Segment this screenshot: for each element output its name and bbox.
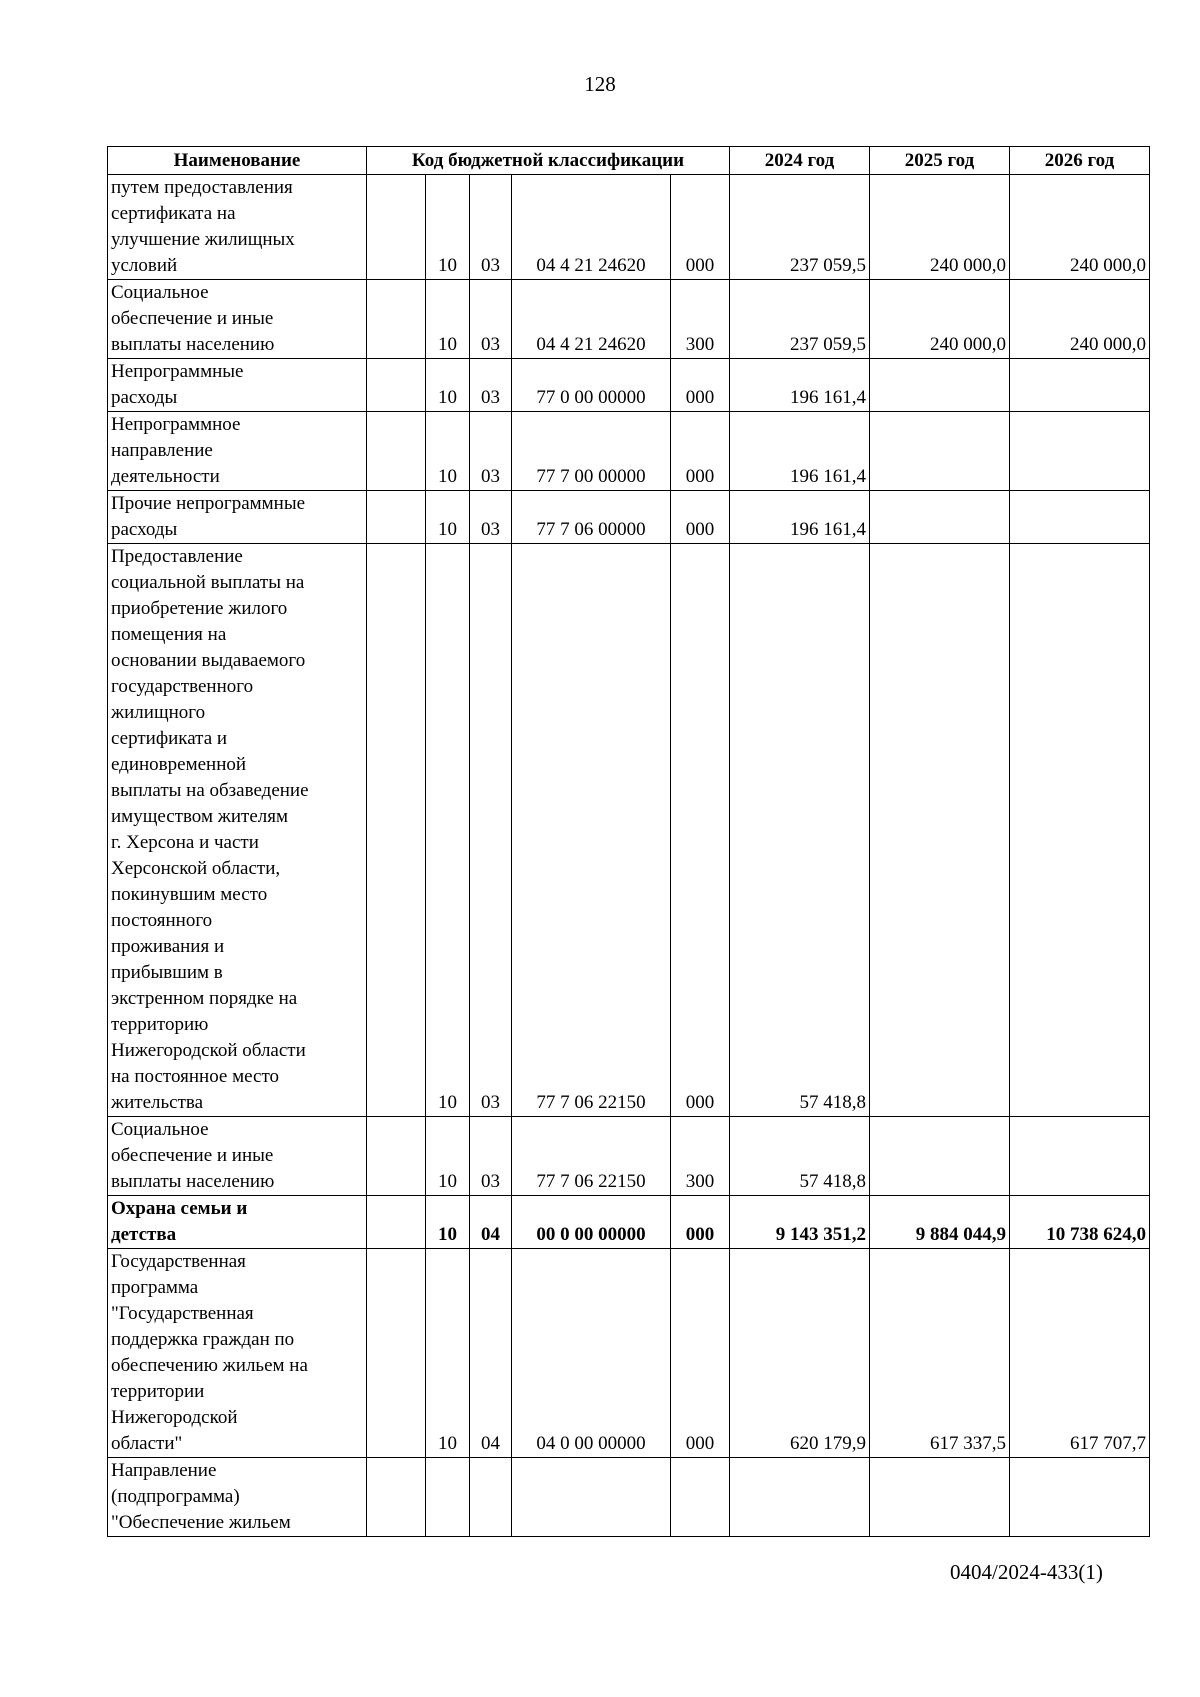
- row-expense-type-code: 000: [671, 1196, 730, 1249]
- row-blank-cell: [367, 491, 426, 544]
- row-name: Направление (подпрограмма) "Обеспечение жильем: [108, 1458, 367, 1537]
- row-section-code: [426, 1458, 470, 1537]
- row-name: Государственная программа "Государственная поддержка граждан по обеспечению жильем на территории Нижегородской области": [108, 1249, 367, 1458]
- row-value-2026: 617 707,7: [1010, 1249, 1150, 1458]
- row-expense-type-code: 000: [671, 359, 730, 412]
- row-expense-type-code: 000: [671, 1249, 730, 1458]
- row-value-2025: 617 337,5: [870, 1249, 1010, 1458]
- row-value-2025: [870, 544, 1010, 1117]
- document-id: 0404/2024-433(1): [950, 1560, 1103, 1584]
- row-blank-cell: [367, 412, 426, 491]
- row-expense-type-code: 000: [671, 412, 730, 491]
- row-section-code: 10: [426, 280, 470, 359]
- row-value-2026: [1010, 412, 1150, 491]
- header-2025: 2025 год: [870, 147, 1010, 175]
- row-value-2024: 196 161,4: [730, 491, 870, 544]
- header-2026: 2026 год: [1010, 147, 1150, 175]
- row-expense-type-code: 000: [671, 175, 730, 280]
- row-target-code: [512, 1458, 671, 1537]
- row-blank-cell: [367, 544, 426, 1117]
- row-section-code: 10: [426, 1117, 470, 1196]
- row-value-2025: 240 000,0: [870, 280, 1010, 359]
- row-value-2025: [870, 1117, 1010, 1196]
- row-value-2024: 196 161,4: [730, 359, 870, 412]
- row-subsection-code: 03: [470, 544, 512, 1117]
- row-subsection-code: 03: [470, 359, 512, 412]
- row-target-code: 04 0 00 00000: [512, 1249, 671, 1458]
- row-target-code: 00 0 00 00000: [512, 1196, 671, 1249]
- row-expense-type-code: 000: [671, 491, 730, 544]
- row-name: Прочие непрограммные расходы: [108, 491, 367, 544]
- row-subsection-code: 03: [470, 491, 512, 544]
- row-target-code: 77 7 06 22150: [512, 544, 671, 1117]
- row-section-code: 10: [426, 491, 470, 544]
- row-value-2025: 9 884 044,9: [870, 1196, 1010, 1249]
- table-row: [108, 359, 1150, 412]
- row-value-2024: 237 059,5: [730, 280, 870, 359]
- header-2024: 2024 год: [730, 147, 870, 175]
- row-value-2024: 57 418,8: [730, 1117, 870, 1196]
- row-value-2024: 9 143 351,2: [730, 1196, 870, 1249]
- row-section-code: 10: [426, 1196, 470, 1249]
- row-value-2026: 240 000,0: [1010, 175, 1150, 280]
- row-section-code: 10: [426, 1249, 470, 1458]
- row-value-2024: 57 418,8: [730, 544, 870, 1117]
- row-expense-type-code: 000: [671, 544, 730, 1117]
- header-row: [108, 147, 1150, 175]
- row-target-code: 77 0 00 00000: [512, 359, 671, 412]
- row-value-2026: 240 000,0: [1010, 280, 1150, 359]
- row-value-2024: [730, 1458, 870, 1537]
- budget-table: [107, 146, 1150, 1537]
- row-target-code: 77 7 06 22150: [512, 1117, 671, 1196]
- table-row: [108, 1249, 1150, 1458]
- table-row: [108, 544, 1150, 1117]
- row-subsection-code: 03: [470, 175, 512, 280]
- row-name: Непрограммные расходы: [108, 359, 367, 412]
- row-subsection-code: 03: [470, 1117, 512, 1196]
- row-name: Непрограммное направление деятельности: [108, 412, 367, 491]
- row-value-2025: [870, 491, 1010, 544]
- table-row: [108, 175, 1150, 280]
- row-value-2026: 10 738 624,0: [1010, 1196, 1150, 1249]
- table-row: [108, 491, 1150, 544]
- row-subsection-code: 04: [470, 1196, 512, 1249]
- row-name: Социальное обеспечение и иные выплаты населению: [108, 1117, 367, 1196]
- row-blank-cell: [367, 175, 426, 280]
- row-value-2026: [1010, 1458, 1150, 1537]
- row-value-2025: [870, 412, 1010, 491]
- row-value-2026: [1010, 1117, 1150, 1196]
- row-subsection-code: 03: [470, 412, 512, 491]
- row-section-code: 10: [426, 359, 470, 412]
- row-value-2026: [1010, 359, 1150, 412]
- table-row: [108, 1196, 1150, 1249]
- row-subsection-code: [470, 1458, 512, 1537]
- row-target-code: 04 4 21 24620: [512, 280, 671, 359]
- row-value-2026: [1010, 491, 1150, 544]
- row-expense-type-code: 300: [671, 1117, 730, 1196]
- row-blank-cell: [367, 1249, 426, 1458]
- row-value-2024: 237 059,5: [730, 175, 870, 280]
- row-name: Социальное обеспечение и иные выплаты населению: [108, 280, 367, 359]
- row-name: Охрана семьи и детства: [108, 1196, 367, 1249]
- header-name: Наименование: [108, 147, 367, 175]
- table-row: [108, 280, 1150, 359]
- row-value-2026: [1010, 544, 1150, 1117]
- row-blank-cell: [367, 1196, 426, 1249]
- row-target-code: 77 7 00 00000: [512, 412, 671, 491]
- row-value-2024: 196 161,4: [730, 412, 870, 491]
- row-expense-type-code: [671, 1458, 730, 1537]
- page-number: 128: [584, 72, 616, 96]
- row-subsection-code: 04: [470, 1249, 512, 1458]
- header-code: Код бюджетной классификации: [367, 147, 730, 175]
- row-subsection-code: 03: [470, 280, 512, 359]
- table-row: [108, 1117, 1150, 1196]
- row-target-code: 77 7 06 00000: [512, 491, 671, 544]
- row-value-2024: 620 179,9: [730, 1249, 870, 1458]
- row-target-code: 04 4 21 24620: [512, 175, 671, 280]
- row-section-code: 10: [426, 175, 470, 280]
- row-blank-cell: [367, 1458, 426, 1537]
- row-blank-cell: [367, 1117, 426, 1196]
- row-name: путем предоставления сертификата на улучшение жилищных условий: [108, 175, 367, 280]
- row-section-code: 10: [426, 412, 470, 491]
- row-value-2025: [870, 1458, 1010, 1537]
- row-blank-cell: [367, 359, 426, 412]
- row-section-code: 10: [426, 544, 470, 1117]
- row-name: Предоставление социальной выплаты на приобретение жилого помещения на основании выдаваемого государственного жилищного сертификата и единовременной выплаты на обзаведение имуществом жителям г. Херсона и части Херсонской области, покинувшим место постоянного проживания и прибывшим в экстренном порядке на территорию Нижегородской области на постоянное место жительства: [108, 544, 367, 1117]
- row-expense-type-code: 300: [671, 280, 730, 359]
- table-row: [108, 1458, 1150, 1537]
- row-value-2025: [870, 359, 1010, 412]
- table-row: [108, 412, 1150, 491]
- row-blank-cell: [367, 280, 426, 359]
- row-value-2025: 240 000,0: [870, 175, 1010, 280]
